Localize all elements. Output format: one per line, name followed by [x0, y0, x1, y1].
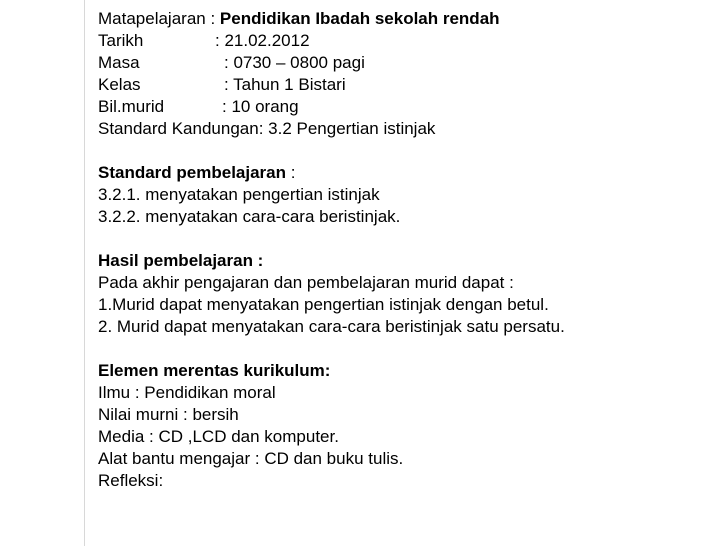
reflection-line: Refleksi:: [98, 471, 164, 490]
class-line: [98, 74, 723, 96]
class-value: : Tahun 1 Bistari: [224, 75, 346, 94]
cross-curricular-heading: Elemen merentas kurikulum:: [98, 361, 331, 380]
time-label: Masa: [98, 53, 140, 72]
student-count-line: [98, 96, 723, 118]
cross-curricular-line: Alat bantu mengajar : CD dan buku tulis.: [98, 449, 404, 468]
lesson-plan-text: [98, 8, 723, 492]
learning-standard-heading-suffix: :: [286, 163, 296, 182]
subject-value: Pendidikan Ibadah sekolah rendah: [219, 9, 500, 28]
learning-standard-heading: Standard pembelajaran: [98, 163, 287, 182]
cross-curricular-line: Nilai murni : bersih: [98, 405, 239, 424]
subject-label: Matapelajaran :: [98, 9, 220, 28]
date-label: Tarikh: [98, 31, 144, 50]
class-label: Kelas: [98, 75, 141, 94]
date-line: [98, 30, 723, 52]
spacer: [98, 338, 723, 360]
learning-outcome-heading: Hasil pembelajaran :: [98, 251, 264, 270]
learning-standard-item: 3.2.1. menyatakan pengertian istinjak: [98, 185, 380, 204]
left-border-line: [84, 0, 85, 546]
learning-outcome-item: 2. Murid dapat menyatakan cara-cara beristinjak satu persatu.: [98, 317, 565, 336]
spacer: [98, 228, 723, 250]
date-value: : 21.02.2012: [215, 31, 310, 50]
learning-standard-heading-line: [98, 162, 723, 184]
student-count-label: Bil.murid: [98, 97, 165, 116]
subject-line: [98, 8, 723, 30]
student-count-value: : 10 orang: [222, 97, 299, 116]
content-standard-line: Standard Kandungan: 3.2 Pengertian istinjak: [98, 119, 436, 138]
cross-curricular-line: Media : CD ,LCD dan komputer.: [98, 427, 339, 446]
learning-outcome-item: 1.Murid dapat menyatakan pengertian istinjak dengan betul.: [98, 295, 549, 314]
learning-outcome-intro: Pada akhir pengajaran dan pembelajaran murid dapat :: [98, 273, 514, 292]
learning-standard-item: 3.2.2. menyatakan cara-cara beristinjak.: [98, 207, 401, 226]
cross-curricular-line: Ilmu : Pendidikan moral: [98, 383, 276, 402]
time-line: [98, 52, 723, 74]
time-value: : 0730 – 0800 pagi: [224, 53, 365, 72]
spacer: [98, 140, 723, 162]
